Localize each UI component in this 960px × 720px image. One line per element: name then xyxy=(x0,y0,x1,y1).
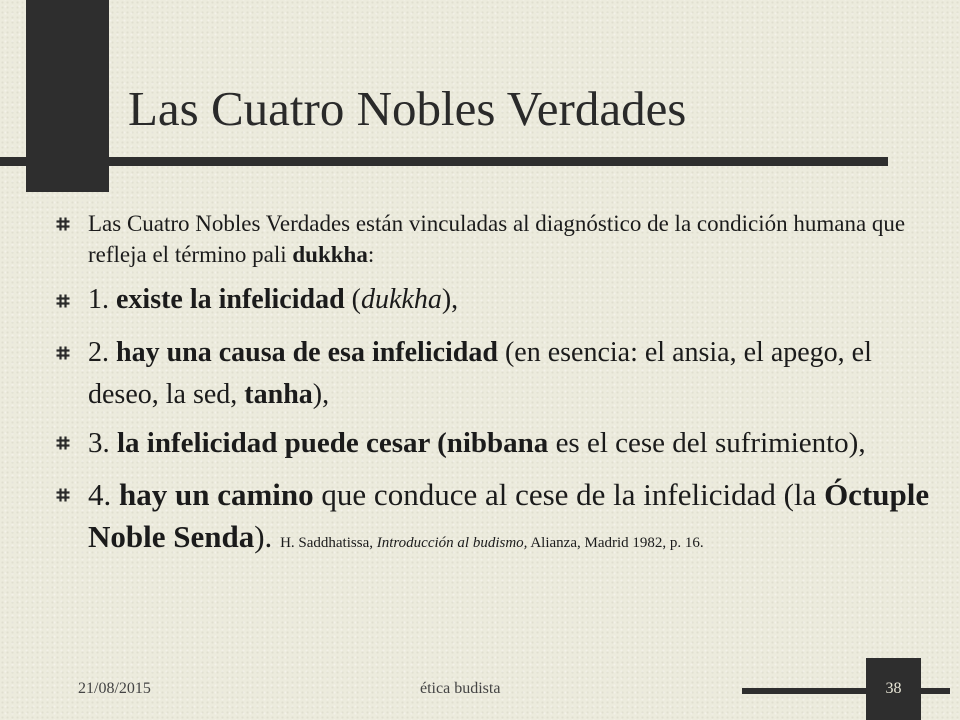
hash-bullet-icon xyxy=(56,217,70,231)
footer-title: ética budista xyxy=(420,680,501,697)
bullet-item-truth-1 xyxy=(56,282,936,318)
body-text: ), xyxy=(441,284,459,315)
citation-text: Introducción al budismo, xyxy=(376,535,528,551)
citation-text: Alianza, Madrid 1982, p. 16. xyxy=(527,535,704,551)
emphasis-text: dukkha xyxy=(292,242,368,267)
emphasis-text: Óctuple Noble Senda xyxy=(88,477,930,554)
body-text: ), xyxy=(312,379,330,410)
emphasis-text: existe la infelicidad xyxy=(116,284,345,315)
body-text: Las Cuatro Nobles Verdades están vinculadas al diagnóstico de la condición humana que refleja el término pali xyxy=(88,211,906,267)
body-text: 1. xyxy=(88,284,116,315)
footer-date: 21/08/2015 xyxy=(78,680,151,697)
citation-text: H. Saddhatissa, xyxy=(280,535,377,551)
body-text: 3. xyxy=(88,427,117,459)
body-text: : xyxy=(367,242,375,267)
emphasis-text: la infelicidad puede cesar (nibbana xyxy=(117,427,549,459)
hash-bullet-icon xyxy=(56,488,70,502)
emphasis-text: tanha xyxy=(244,379,313,410)
emphasis-text: hay un camino xyxy=(119,477,314,512)
page-number: 38 xyxy=(866,658,921,720)
body-text: ). xyxy=(254,519,281,554)
bullet-item-intro xyxy=(56,208,936,270)
bullet-text xyxy=(88,427,866,459)
body-text: que conduce al cese de la infelicidad (la xyxy=(313,477,825,512)
bullet-text xyxy=(88,211,905,267)
body-text: ( xyxy=(344,284,361,315)
emphasis-text: hay una causa de esa infelicidad xyxy=(116,337,498,368)
bullet-text xyxy=(88,337,872,410)
bullet-item-truth-4 xyxy=(56,474,936,564)
body-text: (en esencia: el ansia, el apego, el deseo, la sed, xyxy=(88,337,872,410)
body-text: 2. xyxy=(88,337,116,368)
body-text: 4. xyxy=(88,477,119,512)
bullet-text xyxy=(88,284,458,315)
slide-title: Las Cuatro Nobles Verdades xyxy=(128,81,687,136)
body-text: es el cese del sufrimiento), xyxy=(548,427,866,459)
bullet-item-truth-2 xyxy=(56,332,936,416)
body-text: dukkha xyxy=(360,284,442,315)
hash-bullet-icon xyxy=(56,436,70,450)
bullet-text xyxy=(88,477,929,554)
hash-bullet-icon xyxy=(56,346,70,360)
bullet-list xyxy=(56,208,936,564)
bullet-item-truth-3 xyxy=(56,422,936,464)
title-underline-bar xyxy=(0,157,888,166)
hash-bullet-icon xyxy=(56,294,70,308)
